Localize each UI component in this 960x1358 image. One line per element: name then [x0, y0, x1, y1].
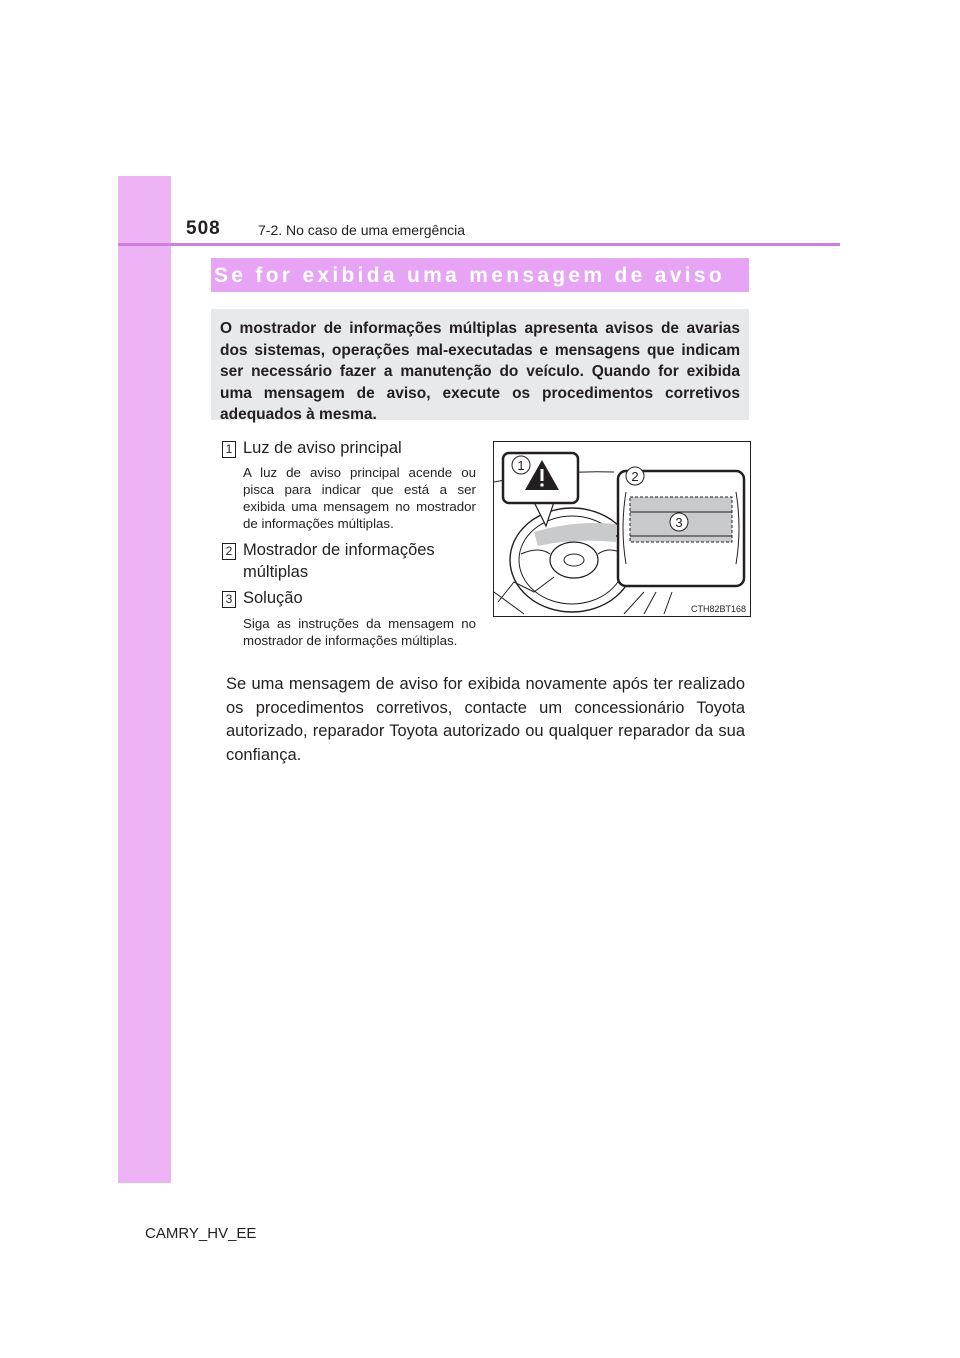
item-description: Siga as instruções da mensagem no mostrador de informações múltiplas. [243, 616, 476, 648]
item-title: Solução [243, 589, 303, 607]
item-number-badge: 1 [222, 441, 236, 458]
item-title: Mostrador de informações múltiplas [243, 541, 435, 581]
item-title: Luz de aviso principal [243, 439, 402, 457]
side-tab [118, 176, 171, 1183]
intro-text: O mostrador de informações múltiplas apresenta avisos de avarias dos sistemas, operações mal-executadas e mensagens que indicam ser necessário fazer a manutenção do veículo. Quando for exibida uma mensagem de aviso, execute os procedimentos corretivos adequados à mesma. [220, 320, 740, 423]
dashboard-drawing [494, 442, 750, 616]
footer-model: CAMRY_HV_EE [145, 1225, 257, 1242]
closing-paragraph: Se uma mensagem de aviso for exibida novamente após ter realizado os procedimentos corretivos, contacte um concessionário Toyota autorizado, reparador Toyota autorizado ou qualquer reparador da sua confiança. [226, 675, 745, 764]
callout-2: 2 [631, 469, 639, 484]
page-title: Se for exibida uma mensagem de aviso [214, 264, 725, 287]
item-number-badge: 3 [222, 591, 236, 608]
header-divider [118, 243, 840, 246]
item-description: A luz de aviso principal acende ou pisca para indicar que está a ser exibida uma mensagem no mostrador de informações múltiplas. [243, 465, 476, 531]
callout-1: 1 [517, 458, 525, 473]
item-number-badge: 2 [222, 543, 236, 560]
figure-code: CTH82BT168 [690, 604, 746, 614]
callout-3: 3 [675, 515, 683, 530]
dashboard-illustration [493, 441, 751, 617]
section-header: 7-2. No caso de uma emergência [258, 222, 465, 238]
page-number: 508 [186, 218, 221, 239]
